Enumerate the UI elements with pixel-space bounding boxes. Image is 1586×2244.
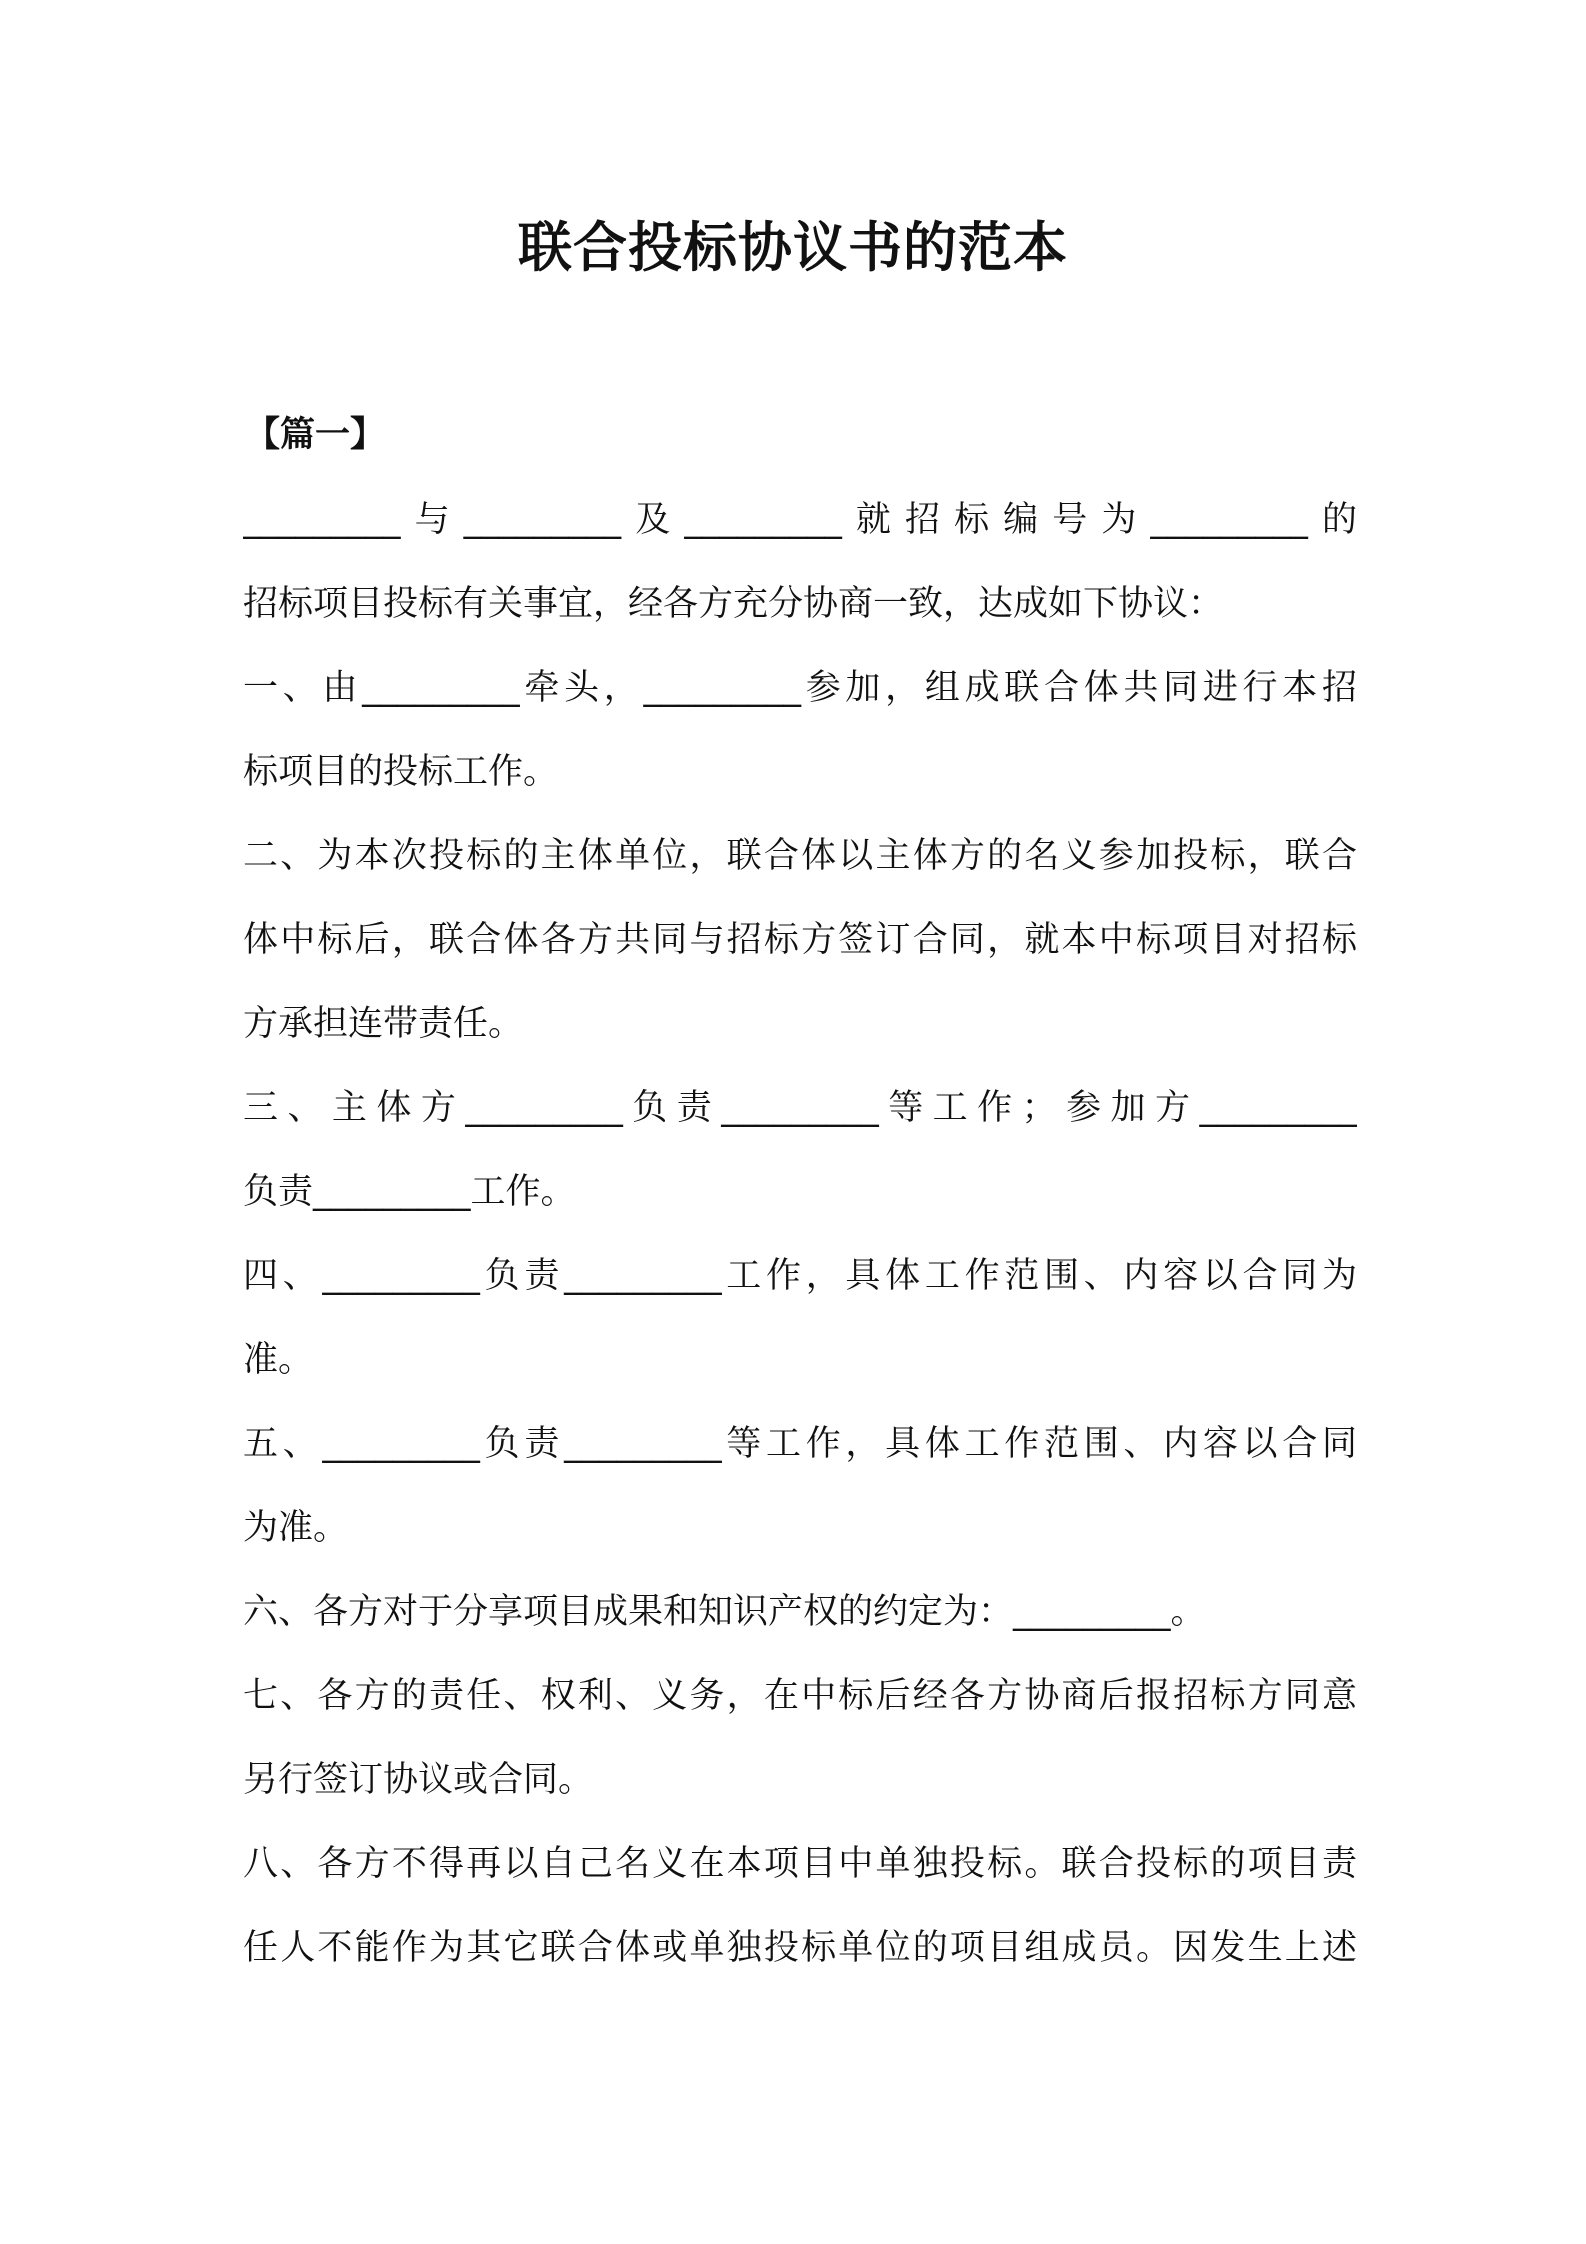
text-line: 体中标后，联合体各方共同与招标方签订合同，就本中标项目对招标 bbox=[243, 920, 1357, 960]
text-line: 方承担连带责任。 bbox=[243, 1004, 524, 1044]
text-line: 为准。 bbox=[243, 1508, 349, 1548]
text-line: 三、主体方_________负责_________等工作；参加方_________ bbox=[243, 1088, 1357, 1128]
text-line: 招标项目投标有关事宜，经各方充分协商一致，达成如下协议： bbox=[243, 584, 1224, 624]
text-line: 七、各方的责任、权利、义务，在中标后经各方协商后报招标方同意 bbox=[243, 1676, 1357, 1716]
text-line: 准。 bbox=[243, 1340, 314, 1380]
section-heading: 【篇一】 bbox=[245, 415, 386, 455]
text-line: 五、_________负责_________等工作，具体工作范围、内容以合同 bbox=[243, 1424, 1357, 1464]
text-line: 负责_________工作。 bbox=[243, 1172, 576, 1212]
text-line: 八、各方不得再以自己名义在本项目中单独投标。联合投标的项目责 bbox=[243, 1844, 1357, 1884]
document-body bbox=[243, 490, 1357, 2002]
text-line: 另行签订协议或合同。 bbox=[243, 1760, 594, 1800]
text-line: 标项目的投标工作。 bbox=[243, 752, 559, 792]
document-title: 联合投标协议书的范本 bbox=[518, 216, 1068, 279]
text-line: _________与_________及_________就招标编号为_________的 bbox=[243, 500, 1357, 540]
text-line: 任人不能作为其它联合体或单独投标单位的项目组成员。因发生上述 bbox=[243, 1928, 1357, 1968]
text-line: 六、各方对于分享项目成果和知识产权的约定为：_________。 bbox=[243, 1592, 1206, 1632]
text-line: 一、由_________牵头，_________参加，组成联合体共同进行本招 bbox=[243, 668, 1357, 708]
text-line: 二、为本次投标的主体单位，联合体以主体方的名义参加投标，联合 bbox=[243, 836, 1357, 876]
text-line: 四、_________负责_________工作，具体工作范围、内容以合同为 bbox=[243, 1256, 1357, 1296]
